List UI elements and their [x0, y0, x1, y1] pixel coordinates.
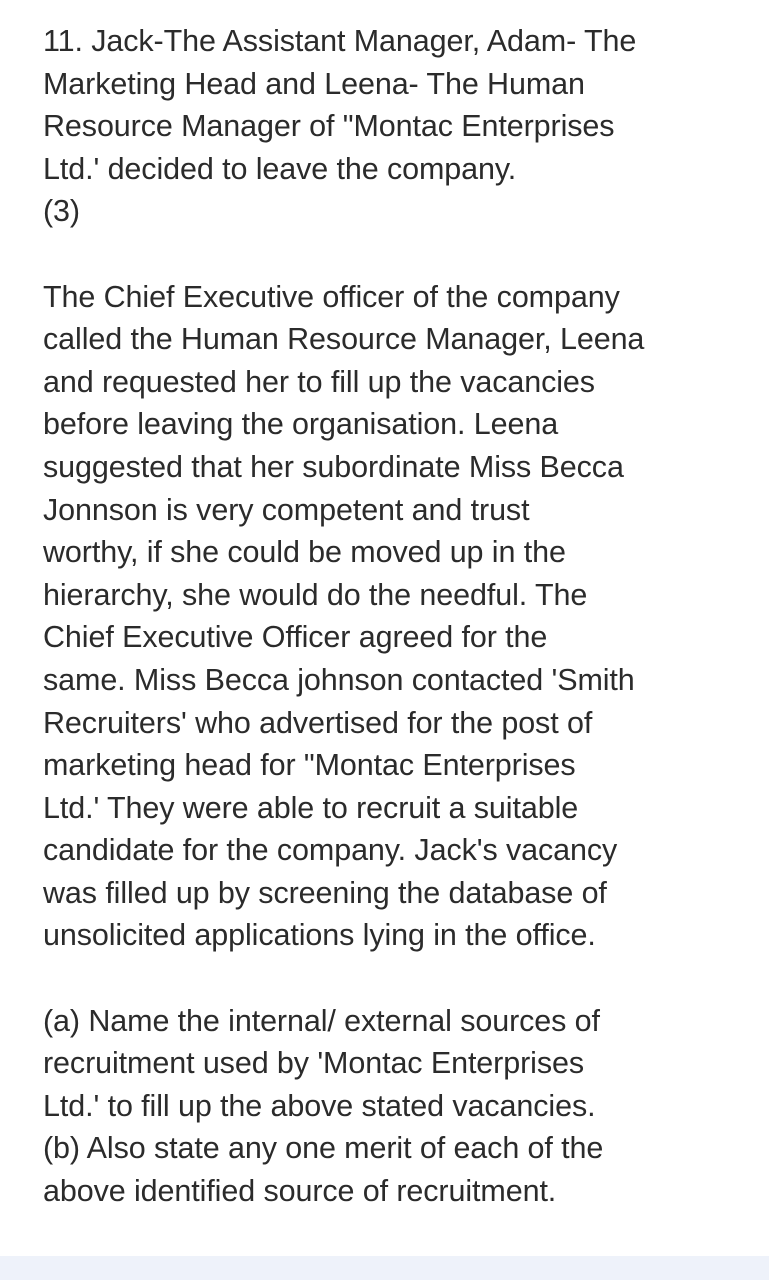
body-line: suggested that her subordinate Miss Becca [43, 449, 624, 484]
question-block [43, 20, 743, 1213]
body-line: worthy, if she could be moved up in the [43, 535, 566, 570]
body-line: and requested her to fill up the vacancies [43, 364, 595, 399]
body-line: marketing head for "Montac Enterprises [43, 748, 576, 783]
marks-label: (3) [43, 194, 80, 229]
body-line: was filled up by screening the database of [43, 875, 607, 910]
body-line: before leaving the organisation. Leena [43, 407, 559, 442]
body-line: Chief Executive Officer agreed for the [43, 620, 548, 655]
body-line: hierarchy, she would do the needful. The [43, 577, 588, 612]
header-line: Resource Manager of "Montac Enterprises [43, 109, 615, 144]
paragraph-gap [43, 233, 743, 276]
bottom-strip [0, 1256, 769, 1280]
part-a-line: (a) Name the internal/ external sources of [43, 1003, 600, 1038]
paragraph-gap [43, 957, 743, 1000]
header-line: Marketing Head and Leena- The Human [43, 66, 585, 101]
header-line: 11. Jack-The Assistant Manager, Adam- The [43, 24, 637, 58]
part-a-line: recruitment used by 'Montac Enterprises [43, 1046, 584, 1081]
case-paragraph [43, 276, 743, 958]
body-line: Jonnson is very competent and trust [43, 492, 530, 527]
part-a-line: Ltd.' to fill up the above stated vacancies. [43, 1088, 596, 1123]
body-line: called the Human Resource Manager, Leena [43, 322, 645, 357]
body-line: unsolicited applications lying in the office. [43, 918, 596, 953]
body-line: Ltd.' They were able to recruit a suitable [43, 790, 579, 825]
body-line: Recruiters' who advertised for the post of [43, 705, 593, 740]
part-b-line: (b) Also state any one merit of each of the [43, 1131, 604, 1166]
body-line: same. Miss Becca johnson contacted 'Smith [43, 662, 635, 697]
question-parts [43, 1000, 743, 1213]
header-line: Ltd.' decided to leave the company. [43, 151, 517, 186]
question-header [43, 20, 743, 233]
part-b-line: above identified source of recruitment. [43, 1174, 557, 1209]
body-line: The Chief Executive officer of the company [43, 279, 620, 314]
body-line: candidate for the company. Jack's vacancy [43, 833, 618, 868]
